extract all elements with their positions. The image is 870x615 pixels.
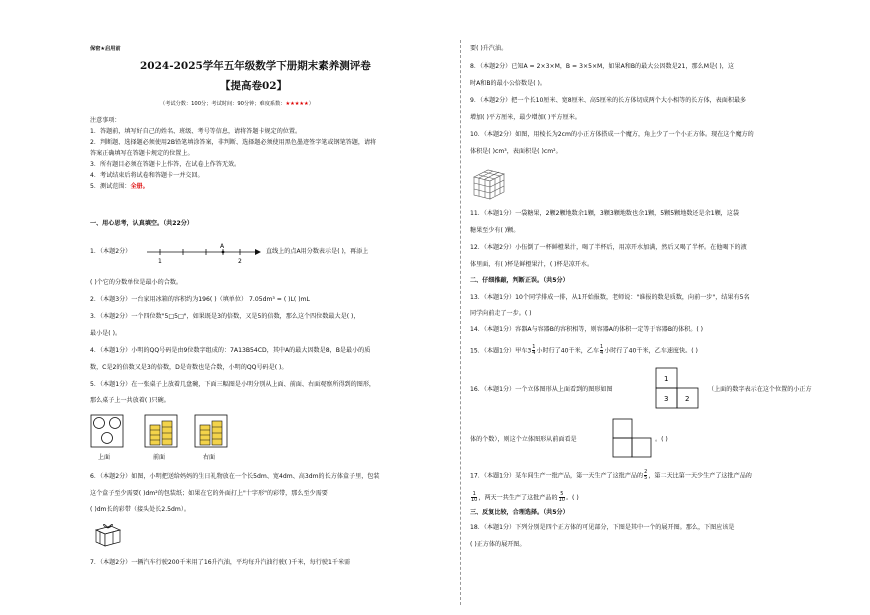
view-right-label: 右面 — [203, 454, 216, 461]
front-view-shape — [612, 418, 654, 460]
q18-line2: ( )正方体的展开图。 — [470, 541, 526, 548]
q12-line1: 12．（本题2分）小伍倒了一杯鲜橙果汁，喝了半杯后，用凉开水加满，然后又喝了半杯。在他喝下的液 — [470, 244, 747, 251]
tick-2-label: 2 — [238, 258, 242, 265]
q12-line2: 体里面，有( )杯是鲜橙果汁，( )杯是凉开水。 — [470, 261, 594, 268]
q1-text: 直线上的点A用分数表示是( )，再添上 — [266, 248, 369, 255]
grid-cell-top: 1 — [664, 375, 669, 383]
gift-box-image — [93, 520, 123, 548]
section-3-heading: 三、反复比较，合理选择。（共5分） — [470, 509, 569, 516]
q17-line2: $\frac{1}{10}$ ，两天一共生产了这批产品的 $\frac{5}{10}$ 。( ) — [471, 491, 579, 503]
right-column — [470, 0, 840, 615]
q7-line1: 7．（本题2分）一辆汽车行驶200千米用了16升汽油，平均每升汽油行驶( )千米，每行驶1千米需 — [90, 559, 351, 566]
q6-line2: 这个盒子至少需要( )dm²的包装纸；如果在它的外面打上"十字形"的彩带，那么至少需要 — [90, 490, 328, 497]
q13-line2: 同学向前走了一步。( ) — [470, 310, 532, 317]
q11-line2: 糖果至少有( )颗。 — [470, 227, 520, 234]
bowl-views-figure — [90, 413, 240, 463]
q11-line1: 11．（本题1分）一袋糖果，2颗2颗地数余1颗，3颗3颗地数也余1颗，5颗5颗地数还是余1颗，这袋 — [470, 210, 739, 217]
q10-line2: 体积是( )cm³，表面积是( )cm²。 — [470, 148, 562, 155]
q16-line1-post: （上面的数字表示在这个位置的小正方 — [708, 386, 812, 393]
note-4: 4．考试结束后将试卷和答题卡一并交回。 — [90, 172, 204, 179]
note-2a: 2．判断题、选择题必须使用2B铅笔填涂答案，非判断、选择题必须使用黑色墨迹签字笔或钢笔答题，请将 — [90, 139, 377, 146]
q9-line1: 9．（本题2分）把一个长10厘米、宽8厘米、高5厘米的长方体切成两个大小相等的长方体，表面积最多 — [470, 97, 747, 104]
page-subtitle: 【提高卷02】 — [220, 80, 288, 92]
section-2-heading: 二、仔细推敲，判断正误。（共5分） — [470, 277, 569, 284]
tick-1-label: 1 — [158, 258, 162, 265]
q13-line1: 13．（本题1分）10个同学排成一排，从1开始报数，老师说："谁报的数是质数，向前一步"，结果有5名 — [470, 294, 750, 301]
q4-line1: 4．（本题1分）小明的QQ号码是由9位数字组成的：7A13B54CD，其中A的最大因数是8，B是最小的质 — [90, 347, 371, 354]
q1-text-2: ( )个它的分数单位是最小的合数。 — [90, 279, 183, 286]
q14: 14．（本题1分）容器A与容器B的容积相等，则容器A的体积一定等于容器B的体积。( ) — [470, 326, 704, 333]
note-3: 3．所有题目必须在答题卡上作答，在试卷上作答无效。 — [90, 161, 241, 168]
page-title: 2024-2025学年五年级数学下册期末素养测评卷 — [140, 60, 371, 72]
view-top-label: 上面 — [98, 454, 111, 461]
point-a-label: A — [220, 243, 225, 250]
number-line — [145, 242, 263, 266]
note-1: 1．答题前，填写好自己的姓名、班级、考号等信息，请将答题卡规定的位置。 — [90, 128, 302, 135]
q8-line1: 8．（本题2分）已知A = 2×3×M，B = 3×5×M，如果A和B的最大公因数是21，那么M是( )，这 — [470, 63, 734, 70]
q3-line2: 最小是( )。 — [90, 330, 122, 337]
q5-line1: 5．（本题1分）在一张桌子上放着几盘碗，下面三幅图是小明分别从上面、前面、右面观察所得到的图形， — [90, 381, 376, 388]
q15: 15．（本题1分）甲车3 $\frac{1}{4}$ 小时行了40千米，乙车 $\frac{1}{4}$ 小时行了40千米，乙车速度快。( ) — [470, 344, 698, 356]
grid-cell-bottom-left: 3 — [664, 395, 669, 403]
front-view — [145, 415, 177, 447]
exam-info: （考试分数：100分；考试时间：90分钟；难度系数：★★★★★） — [160, 101, 314, 107]
q16-line1-pre: 16．（本题1分）一个立体图形从上面看到的图形如图 — [470, 386, 613, 393]
q1-prefix: 1．（本题2分） — [90, 248, 132, 255]
note-2b: 答案正确填写在答题卡规定的位置上。 — [90, 150, 194, 157]
q16-line2: 体的个数），则这个立体图形从前面看是 — [470, 436, 577, 443]
difficulty-stars: ★★★★★ — [285, 101, 309, 107]
rubik-cube-image — [470, 163, 510, 203]
q8-line2: 时A和B的最小公倍数是( )。 — [470, 80, 546, 87]
q3-line1: 3．（本题2分）一个四位数"5□5□"，如果既是3的倍数，又是5的倍数，那么这个四位数最大是( )， — [90, 313, 360, 320]
notes-heading: 注意事项： — [90, 117, 121, 124]
view-front-label: 前面 — [153, 454, 166, 461]
top-view-grid — [655, 367, 705, 411]
q4-line2: 数，C是2的倍数又是3的倍数，D是奇数也是合数，小明的QQ号码是( )。 — [90, 364, 288, 371]
q7-line2: 要( )升汽油。 — [470, 45, 508, 52]
note-5: 5．测试范围：全册。 — [90, 183, 149, 190]
q9-line2: 增加( )平方厘米，最少增加( )平方厘米。 — [470, 114, 581, 121]
q6-line1: 6．（本题2分）如图，小明把送给妈妈的生日礼物放在一个长5dm、宽4dm、高3dm的长方体盒子里，包装 — [90, 473, 380, 480]
secret-label: 保密★启用前 — [90, 46, 121, 52]
left-column — [90, 0, 450, 615]
q17-line1: 17．（本题1分）某车间生产一批产品，第一天生产了这批产品的 $\frac{2}{5}$ ，第二天比第一天少生产了这批产品的 — [470, 469, 752, 481]
right-view — [195, 415, 227, 447]
q5-line2: 那么桌子上一共放着( )只碗。 — [90, 397, 170, 404]
q18-line1: 18．（本题1分）下列分别是四个正方体的可见部分，下图是其中一个的展开图。那么，下图应该是 — [470, 524, 735, 531]
grid-cell-bottom-right: 2 — [685, 395, 690, 403]
column-divider — [460, 40, 461, 605]
q16-end: 。( ) — [655, 436, 668, 443]
section-1-heading: 一、用心思考，认真填空。（共22分） — [90, 220, 193, 227]
q6-line3: ( )dm长的彩带（接头处长2.5dm）。 — [90, 506, 190, 513]
q10-line1: 10．（本题2分）如图，用棱长为2cm的小正方体搭成一个魔方，角上少了一个小正方体。现在这个魔方的 — [470, 131, 754, 138]
top-view — [91, 415, 123, 447]
q2: 2．（本题3分）一台家用冰箱的容积约为196( )（填单位） 7.05dm³ = ( )L( )mL — [90, 296, 310, 303]
